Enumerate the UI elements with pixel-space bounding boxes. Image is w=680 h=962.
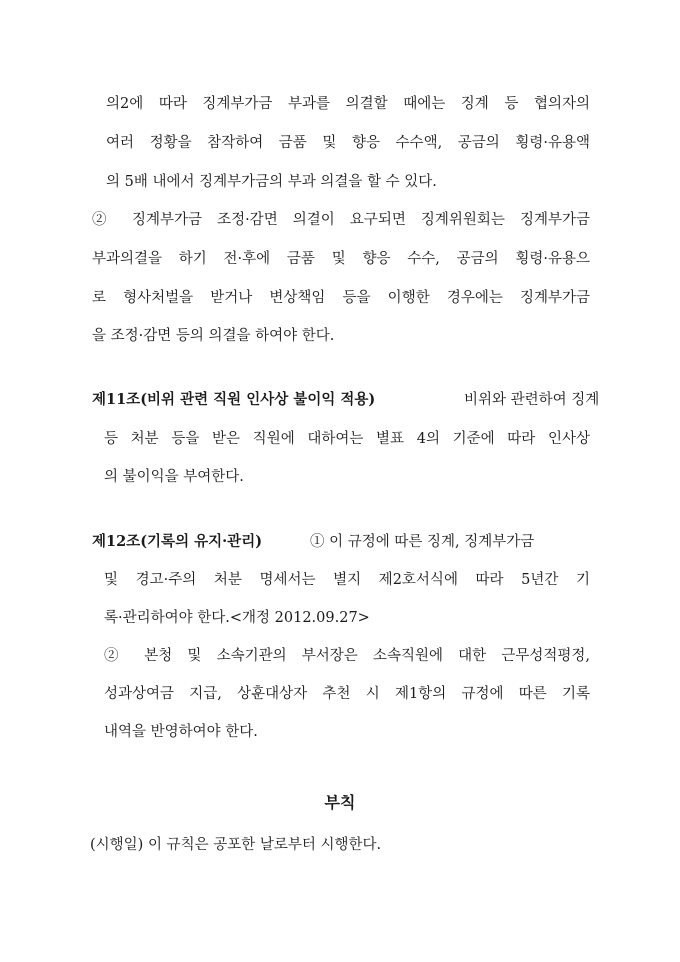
text-line: 의 5배 내에서 징계부가금의 부과 의결을 할 수 있다. xyxy=(106,174,437,190)
text-line: 부과의결을 하기 전·후에 금품 및 향응 수수, 공금의 횡령·유용으 xyxy=(92,251,590,267)
text-line: 등 처분 등을 받은 직원에 대하여는 별표 4의 기준에 따라 인사상 xyxy=(104,431,590,447)
addendum-heading: 부칙 xyxy=(324,793,356,812)
addendum-text: (시행일) 이 규칙은 공포한 날로부터 시행한다. xyxy=(90,837,382,853)
article-12-first-line: ① 이 규정에 따른 징계, 징계부가금 xyxy=(310,534,535,550)
text-line: 성과상여금 지급, 상훈대상자 추천 시 제1항의 규정에 따른 기록 xyxy=(104,686,590,702)
text-line: 을 조정·감면 등의 의결을 하여야 한다. xyxy=(92,328,335,344)
article-11-first-line: 비위와 관련하여 징계 xyxy=(464,392,600,408)
text-line: 로 형사처벌을 받거나 변상책임 등을 이행한 경우에는 징계부가금 xyxy=(92,290,590,306)
text-line: ② 본청 및 소속기관의 부서장은 소속직원에 대한 근무성적평정, xyxy=(104,648,590,664)
text-line: 의2에 따라 징계부가금 부과를 의결할 때에는 징계 등 협의자의 xyxy=(106,96,590,112)
article-11-title: 제11조(비위 관련 직원 인사상 불이익 적용) xyxy=(92,391,376,408)
article-12-title: 제12조(기록의 유지·관리) xyxy=(92,533,263,550)
text-line: 내역을 반영하여야 한다. xyxy=(104,724,258,740)
text-line: 의 불이익을 부여한다. xyxy=(104,469,244,485)
text-line: 록·관리하여야 한다.<개정 2012.09.27> xyxy=(104,610,370,626)
text-line: 및 경고·주의 처분 명세서는 별지 제2호서식에 따라 5년간 기 xyxy=(104,572,590,588)
text-line: ② 징계부가금 조정·감면 의결이 요구되면 징계위원회는 징계부가금 xyxy=(92,212,590,228)
text-line: 여러 정황을 참작하여 금품 및 향응 수수액, 공금의 횡령·유용액 xyxy=(106,135,590,151)
